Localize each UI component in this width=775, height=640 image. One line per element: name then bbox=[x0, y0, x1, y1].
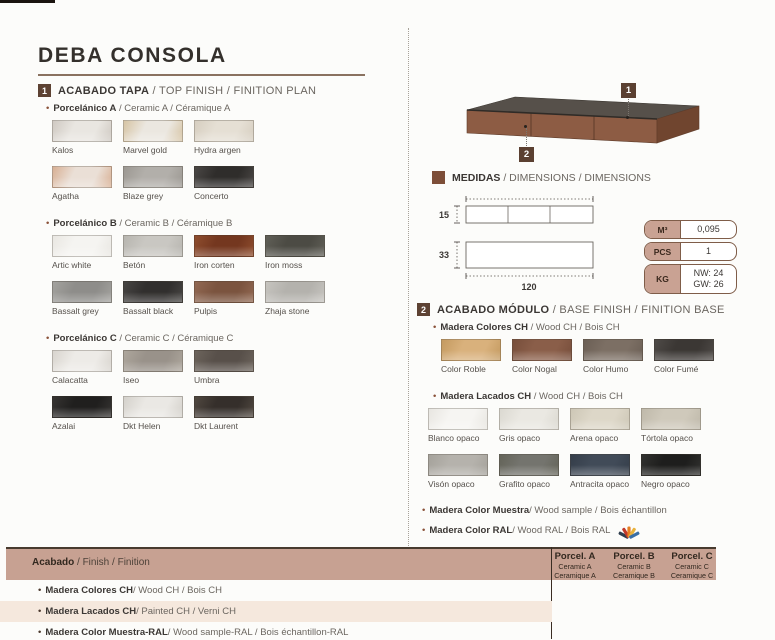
column-subtitle: Ceramique C bbox=[670, 571, 714, 580]
table-header-bold: Acabado bbox=[32, 557, 75, 568]
swatch-tile bbox=[265, 281, 325, 303]
swatch-tile bbox=[194, 120, 254, 142]
swatch-label: Color Fumé bbox=[654, 364, 699, 374]
swatch-tile bbox=[512, 339, 572, 361]
swatch-tile bbox=[194, 235, 254, 257]
swatch-tile bbox=[123, 281, 183, 303]
swatch-tile bbox=[194, 281, 254, 303]
table-row-madera-lacados bbox=[0, 601, 552, 622]
spec-label-kg: KG bbox=[645, 265, 681, 293]
swatch-label: Iseo bbox=[123, 375, 140, 385]
swatch-tile bbox=[123, 396, 183, 418]
swatch-label: Kalos bbox=[52, 145, 74, 155]
group-label-porcelanico-b bbox=[46, 218, 406, 229]
medidas-square-icon bbox=[432, 171, 445, 184]
swatch-antracita-opaco bbox=[570, 454, 630, 489]
callout-line-2 bbox=[526, 128, 527, 146]
group-label-bold: Madera Colores CH bbox=[440, 322, 528, 333]
bullet-icon: • bbox=[46, 218, 50, 229]
bullet-icon: • bbox=[433, 391, 437, 402]
swatch-label: Zhaja stone bbox=[265, 306, 310, 316]
table-column-porcel-c bbox=[664, 551, 720, 580]
swatch-tile bbox=[194, 396, 254, 418]
swatch-label: Blaze grey bbox=[123, 191, 164, 201]
section-number-badge: 2 bbox=[417, 303, 430, 316]
dimension-width-label: 120 bbox=[521, 282, 537, 292]
swatch-label: Grafito opaco bbox=[499, 479, 551, 489]
medidas-title-rest: / DIMENSIONS / DIMENSIONS bbox=[500, 171, 651, 184]
swatch-bassalt-black bbox=[123, 281, 183, 316]
swatch-tile bbox=[583, 339, 643, 361]
swatch-label: Antracita opaco bbox=[570, 479, 630, 489]
console-illustration bbox=[452, 76, 712, 168]
option-madera-color-ral bbox=[422, 523, 747, 538]
spec-table bbox=[644, 220, 737, 297]
bullet-icon: • bbox=[433, 322, 437, 333]
swatch-tile bbox=[123, 235, 183, 257]
column-subtitle: Ceramic B bbox=[617, 562, 651, 571]
swatch-dkt-laurent bbox=[194, 396, 254, 431]
swatch-label: Negro opaco bbox=[641, 479, 690, 489]
section-base-title bbox=[437, 304, 725, 316]
swatch-tile bbox=[499, 408, 559, 430]
swatch-iron-moss bbox=[265, 235, 325, 270]
title-underline bbox=[38, 74, 365, 76]
swatch-tile bbox=[428, 454, 488, 476]
swatch-label: Visón opaco bbox=[428, 479, 475, 489]
option-madera-color-muestra bbox=[422, 505, 747, 516]
section-top-title-rest: / TOP FINISH / FINITION PLAN bbox=[149, 84, 317, 97]
swatch-label: Hydra argen bbox=[194, 145, 241, 155]
callout-badge-2: 2 bbox=[519, 147, 534, 162]
swatch-iron-corten bbox=[194, 235, 254, 270]
column-title: Porcel. C bbox=[671, 551, 713, 562]
swatch-dkt-helen bbox=[123, 396, 183, 431]
swatch-kalos bbox=[52, 120, 112, 155]
spec-value-m3 bbox=[681, 221, 736, 238]
swatch-label: Dkt Laurent bbox=[194, 421, 238, 431]
callout-badge-1: 1 bbox=[621, 83, 636, 98]
row-label-rest: / Wood sample-RAL / Bois échantillon-RAL bbox=[167, 627, 349, 638]
swatch-pulpis bbox=[194, 281, 254, 316]
table-row-madera-muestra-ral bbox=[0, 622, 552, 640]
section-base-title-rest: / BASE FINISH / FINITION BASE bbox=[549, 303, 725, 316]
finish-availability-table bbox=[0, 547, 775, 640]
spec-row-kg bbox=[644, 264, 737, 294]
swatch-label: Color Humo bbox=[583, 364, 629, 374]
group-label-bold: Porcelánico A bbox=[53, 103, 117, 114]
bullet-icon: • bbox=[46, 103, 50, 114]
section-base-finish bbox=[417, 303, 747, 545]
spec-value-kg bbox=[681, 265, 736, 293]
swatch-label: Pulpis bbox=[194, 306, 218, 316]
swatch-tile bbox=[570, 454, 630, 476]
spec-kg-nw: NW: 24 bbox=[693, 268, 724, 278]
swatch-tile bbox=[123, 350, 183, 372]
callout-dot-2 bbox=[524, 125, 527, 128]
swatch-grid-porcelanico-c bbox=[52, 350, 272, 442]
page-corner-bar bbox=[0, 0, 55, 3]
group-label-madera-colores bbox=[433, 322, 747, 333]
extra-label-bold: Madera Color Muestra bbox=[429, 505, 530, 516]
swatch-tile bbox=[52, 166, 112, 188]
swatch-label: Azalai bbox=[52, 421, 76, 431]
swatch-tile bbox=[52, 120, 112, 142]
spec-row-pcs bbox=[644, 242, 737, 261]
swatch-tile bbox=[654, 339, 714, 361]
group-label-rest: / Ceramic C / Céramique C bbox=[116, 333, 234, 344]
swatch-tile bbox=[428, 408, 488, 430]
group-label-bold: Madera Lacados CH bbox=[440, 391, 532, 402]
swatch-bassalt-grey bbox=[52, 281, 112, 316]
bullet-icon: • bbox=[46, 333, 50, 344]
section-top-title bbox=[58, 85, 316, 97]
swatch-label: Calacatta bbox=[52, 375, 88, 385]
swatch-negro-opaco bbox=[641, 454, 701, 489]
swatch-grid-porcelanico-b bbox=[52, 235, 342, 327]
dimensions-drawing bbox=[436, 194, 651, 296]
swatch-t-rtola-opaco bbox=[641, 408, 701, 443]
swatch-color-nogal bbox=[512, 339, 572, 374]
swatch-label: Bassalt black bbox=[123, 306, 174, 316]
swatch-label: Bassalt grey bbox=[52, 306, 99, 316]
swatch-label: Gris opaco bbox=[499, 433, 541, 443]
swatch-iseo bbox=[123, 350, 183, 385]
swatch-label: Iron corten bbox=[194, 260, 235, 270]
group-label-porcelanico-c bbox=[46, 333, 406, 344]
swatch-tile bbox=[499, 454, 559, 476]
group-label-madera-lacados bbox=[433, 391, 747, 402]
swatch-label: Blanco opaco bbox=[428, 433, 480, 443]
medidas-title-bold: MEDIDAS bbox=[452, 171, 501, 184]
swatch-color-roble bbox=[441, 339, 501, 374]
extra-label-bold: Madera Color RAL bbox=[429, 525, 513, 536]
section-number-badge: 1 bbox=[38, 84, 51, 97]
swatch-zhaja-stone bbox=[265, 281, 325, 316]
section-top-title-bold: ACABADO TAPA bbox=[58, 84, 150, 97]
swatch-label: Dkt Helen bbox=[123, 421, 161, 431]
callout-dot-1 bbox=[626, 116, 629, 119]
swatch-label: Tórtola opaco bbox=[641, 433, 693, 443]
dimension-depth-label: 33 bbox=[438, 250, 449, 260]
swatch-label: Marvel gold bbox=[123, 145, 167, 155]
swatch-tile bbox=[265, 235, 325, 257]
swatch-grid-porcelanico-a bbox=[52, 120, 272, 212]
swatch-tile bbox=[52, 350, 112, 372]
swatch-label: Concerto bbox=[194, 191, 229, 201]
extra-label-rest: / Wood sample / Bois échantillon bbox=[529, 505, 667, 516]
column-title: Porcel. B bbox=[613, 551, 655, 562]
swatch-vis-n-opaco bbox=[428, 454, 488, 489]
swatch-label: Arena opaco bbox=[570, 433, 619, 443]
swatch-tile bbox=[570, 408, 630, 430]
swatch-tile bbox=[123, 166, 183, 188]
bullet-icon: • bbox=[422, 505, 426, 516]
spec-row-m3 bbox=[644, 220, 737, 239]
swatch-tile bbox=[641, 454, 701, 476]
group-label-bold: Porcelánico B bbox=[53, 218, 117, 229]
group-label-porcelanico-a bbox=[46, 103, 406, 114]
group-label-rest: / Ceramic B / Céramique B bbox=[116, 218, 233, 229]
swatch-tile bbox=[52, 396, 112, 418]
column-subtitle: Ceramique A bbox=[554, 571, 596, 580]
column-subtitle: Ceramic C bbox=[675, 562, 709, 571]
swatch-hydra-argen bbox=[194, 120, 254, 155]
page-title: DEBA CONSOLA bbox=[38, 44, 227, 67]
swatch-concerto bbox=[194, 166, 254, 201]
column-subtitle: Ceramic A bbox=[558, 562, 592, 571]
product-image bbox=[452, 76, 712, 168]
bullet-icon: • bbox=[422, 525, 426, 536]
title-block bbox=[38, 44, 365, 76]
swatch-agatha bbox=[52, 166, 112, 201]
swatch-tile bbox=[52, 281, 112, 303]
column-title: Porcel. A bbox=[554, 551, 596, 562]
swatch-tile bbox=[441, 339, 501, 361]
swatch-tile bbox=[194, 166, 254, 188]
table-column-porcel-b bbox=[606, 551, 662, 580]
row-label-rest: / Painted CH / Verni CH bbox=[136, 606, 236, 617]
section-base-heading bbox=[417, 303, 747, 316]
medidas-title bbox=[452, 172, 651, 184]
row-label-bold: Madera Lacados CH bbox=[45, 606, 137, 617]
swatch-grid-madera-colores bbox=[441, 339, 731, 385]
ral-fan-icon bbox=[618, 525, 640, 540]
swatch-blanco-opaco bbox=[428, 408, 488, 443]
group-label-rest: / Wood CH / Bois CH bbox=[531, 391, 623, 402]
bullet-icon: • bbox=[38, 606, 42, 617]
column-subtitle: Ceramique B bbox=[613, 571, 655, 580]
table-header-rest: / Finish / Finition bbox=[74, 557, 150, 568]
section-top-finish bbox=[38, 84, 406, 442]
swatch-label: Color Roble bbox=[441, 364, 486, 374]
swatch-arena-opaco bbox=[570, 408, 630, 443]
swatch-azalai bbox=[52, 396, 112, 431]
medidas-heading bbox=[432, 171, 651, 184]
swatch-label: Iron moss bbox=[265, 260, 303, 270]
swatch-label: Artic white bbox=[52, 260, 92, 270]
spec-value-text: 0,095 bbox=[697, 224, 720, 234]
row-label-bold: Madera Color Muestra-RAL bbox=[45, 627, 168, 638]
swatch-label: Agatha bbox=[52, 191, 79, 201]
swatch-color-fum- bbox=[654, 339, 714, 374]
table-header-label bbox=[32, 557, 150, 568]
spec-kg-gw: GW: 26 bbox=[693, 279, 724, 289]
swatch-tile bbox=[52, 235, 112, 257]
table-row-madera-colores bbox=[0, 580, 552, 601]
swatch-grid-madera-lacados bbox=[428, 408, 718, 500]
dimension-height-label: 15 bbox=[438, 210, 449, 220]
group-label-bold: Porcelánico C bbox=[53, 333, 117, 344]
spec-label-m3: M³ bbox=[645, 221, 681, 238]
swatch-tile bbox=[641, 408, 701, 430]
plan-view-outline bbox=[466, 242, 593, 268]
swatch-blaze-grey bbox=[123, 166, 183, 201]
section-top-heading bbox=[38, 84, 406, 97]
group-label-rest: / Wood CH / Bois CH bbox=[527, 322, 620, 333]
row-label-bold: Madera Colores CH bbox=[45, 585, 133, 596]
swatch-color-humo bbox=[583, 339, 643, 374]
swatch-label: Betón bbox=[123, 260, 146, 270]
swatch-tile bbox=[194, 350, 254, 372]
group-label-rest: / Ceramic A / Céramique A bbox=[116, 103, 231, 114]
table-column-porcel-a bbox=[547, 551, 603, 580]
row-label-rest: / Wood CH / Bois CH bbox=[132, 585, 223, 596]
column-divider bbox=[408, 28, 409, 556]
section-base-title-bold: ACABADO MÓDULO bbox=[437, 303, 550, 316]
swatch-label: Color Nogal bbox=[512, 364, 557, 374]
swatch-label: Umbra bbox=[194, 375, 220, 385]
swatch-gris-opaco bbox=[499, 408, 559, 443]
spec-label-pcs: PCS bbox=[645, 243, 681, 260]
callout-line-1 bbox=[628, 99, 629, 116]
swatch-tile bbox=[123, 120, 183, 142]
spec-value-text: 1 bbox=[705, 246, 711, 256]
extra-label-rest: / Wood RAL / Bois RAL bbox=[512, 525, 611, 536]
bullet-icon: • bbox=[38, 627, 42, 638]
swatch-marvel-gold bbox=[123, 120, 183, 155]
front-view-outline bbox=[466, 206, 593, 223]
spec-value-pcs bbox=[681, 243, 736, 260]
swatch-grafito-opaco bbox=[499, 454, 559, 489]
swatch-artic-white bbox=[52, 235, 112, 270]
swatch-umbra bbox=[194, 350, 254, 385]
swatch-bet-n bbox=[123, 235, 183, 270]
swatch-calacatta bbox=[52, 350, 112, 385]
bullet-icon: • bbox=[38, 585, 42, 596]
